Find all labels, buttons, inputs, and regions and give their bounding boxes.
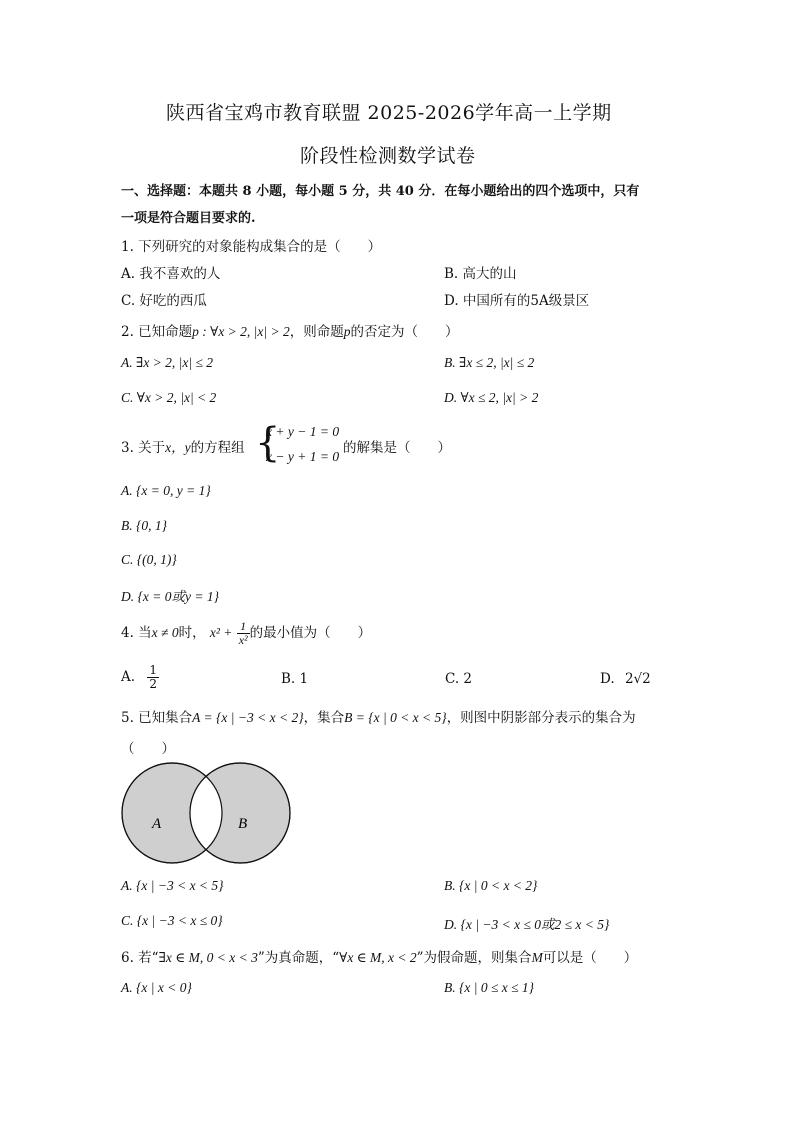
- question-3-mid: 的方程组: [190, 440, 245, 456]
- question-6-prop-2: ∀x ∈ M, x < 2: [339, 950, 417, 965]
- question-5-stem: [121, 706, 636, 726]
- question-3-option-a: A. {x = 0, y = 1}: [121, 483, 211, 498]
- section-heading-line2: 一项是符合题目要求的.: [121, 211, 256, 226]
- question-6-stem: [121, 946, 637, 966]
- question-4-condition: x ≠ 0: [151, 625, 179, 640]
- venn-label-a: A: [152, 816, 162, 832]
- equation-2: x − y + 1 = 0: [266, 449, 340, 464]
- question-2-stem: [121, 320, 458, 340]
- option-d-label: D.: [600, 671, 615, 687]
- question-3-option-b: B. {0, 1}: [121, 518, 168, 533]
- question-6-pre: 6. 若“: [121, 950, 159, 966]
- question-4-option-c: C. 2: [445, 671, 473, 687]
- question-3-stem-pre: [121, 436, 245, 456]
- option-a-label: A.: [121, 669, 136, 685]
- question-2-option-c: C. ∀x > 2, |x| < 2: [121, 390, 217, 405]
- option-a-numerator: 1: [149, 663, 157, 677]
- question-6-end: 可以是（ ）: [542, 950, 638, 966]
- exam-title-line2: 阶段性检测数学试卷: [300, 145, 476, 167]
- question-6-prop-1: ∃x ∈ M, 0 < x < 3: [158, 950, 258, 965]
- venn-diagram: [118, 760, 298, 866]
- question-3-vars: x，y: [165, 440, 191, 455]
- fraction-numerator: 1: [237, 620, 250, 634]
- question-5-set-a: A = {x | −3 < x < 2}: [192, 710, 304, 725]
- section-heading-line1: 一、选择题：本题共 8 小题，每小题 5 分，共 40 分．在每小题给出的四个选项中，只有: [121, 184, 640, 199]
- question-4-mid: 时，: [178, 625, 206, 641]
- question-6-option-b: B. {x | 0 ≤ x ≤ 1}: [444, 980, 535, 995]
- question-4-stem: [121, 620, 371, 647]
- question-4-pre: 4. 当: [121, 625, 152, 641]
- venn-label-b: B: [238, 816, 248, 832]
- equation-system-brace: {: [255, 420, 281, 466]
- question-5-option-d: D. {x | −3 < x ≤ 0或2 ≤ x < 5}: [444, 917, 610, 932]
- question-2-option-d: D. ∀x ≤ 2, |x| > 2: [444, 390, 539, 405]
- question-4-option-a: [121, 664, 159, 691]
- option-a-denominator: 2: [149, 677, 157, 691]
- question-6-set-m: M: [531, 950, 543, 965]
- question-2-option-b: B. ∃x ≤ 2, |x| ≤ 2: [444, 355, 535, 370]
- option-d-value: 2√2: [624, 671, 651, 687]
- question-5-mid: ，集合: [303, 710, 345, 726]
- fraction-denominator: x²: [238, 633, 248, 647]
- question-2-stem-pre: 2. 已知命题: [121, 324, 193, 340]
- question-4-fraction: [237, 620, 250, 647]
- question-1-stem: 1. 下列研究的对象能构成集合的是（ ）: [121, 239, 382, 255]
- question-4-option-b: B. 1: [281, 671, 309, 687]
- question-2-option-a: A. ∃x > 2, |x| ≤ 2: [121, 355, 213, 370]
- exam-title-line1: 陕西省宝鸡市教育联盟 2025-2026学年高一上学期: [166, 102, 612, 124]
- question-5-set-b: B = {x | 0 < x < 5}: [344, 710, 447, 725]
- question-1-option-d: D. 中国所有的5A级景区: [444, 293, 590, 309]
- question-1-option-a: A. 我不喜欢的人: [121, 266, 221, 282]
- question-4-option-d: [600, 671, 651, 687]
- question-5-end: ，则图中阴影部分表示的集合为: [446, 710, 636, 726]
- question-6-mid: ”为真命题，“: [257, 950, 340, 966]
- question-4-expression: x² +: [209, 625, 233, 640]
- question-6-option-a: A. {x | x < 0}: [121, 980, 192, 995]
- option-a-fraction: [147, 664, 159, 691]
- question-5-option-c: C. {x | −3 < x ≤ 0}: [121, 913, 223, 928]
- question-2-p: p: [343, 324, 351, 339]
- question-2-stem-post: ，则命题: [289, 324, 344, 340]
- question-2-proposition: p : ∀x > 2, |x| > 2: [192, 324, 290, 339]
- question-5-option-b: B. {x | 0 < x < 2}: [444, 878, 538, 893]
- question-5-paren: （ ）: [121, 741, 175, 757]
- question-3-option-d: D. {x = 0或y = 1}: [121, 589, 220, 604]
- question-4-end: 的最小值为（ ）: [249, 625, 372, 641]
- question-1-option-b: B. 高大的山: [444, 266, 517, 282]
- question-3-option-c: C. {(0, 1)}: [121, 552, 177, 567]
- question-5-pre: 5. 已知集合: [121, 710, 193, 726]
- question-3-stem-end: 的解集是（ ）: [343, 440, 451, 456]
- question-5-option-a: A. {x | −3 < x < 5}: [121, 878, 224, 893]
- question-6-mid2: ”为假命题，则集合: [416, 950, 532, 966]
- question-3-pre: 3. 关于: [121, 440, 166, 456]
- question-1-option-c: C. 好吃的西瓜: [121, 293, 207, 309]
- question-2-stem-end: 的否定为（ ）: [350, 324, 459, 340]
- equation-1: x + y − 1 = 0: [266, 424, 340, 439]
